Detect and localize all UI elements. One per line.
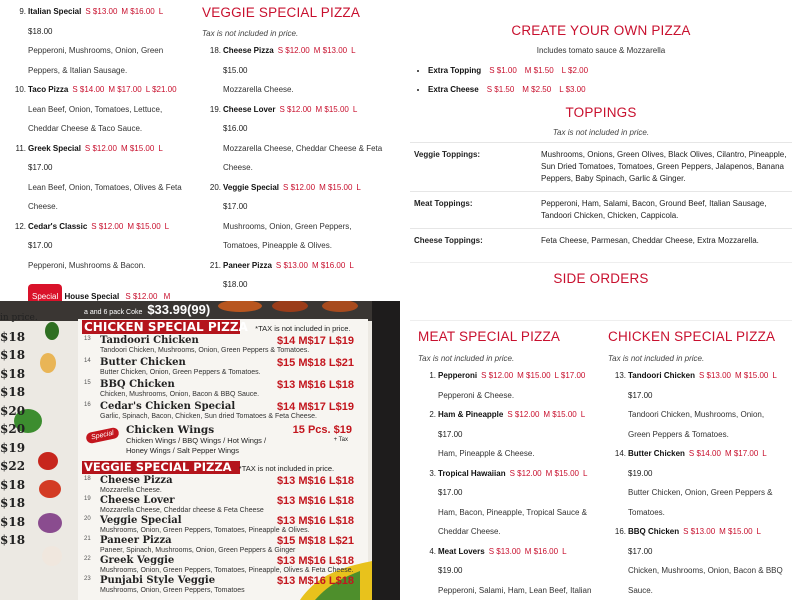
meat-pizza-list bbox=[418, 366, 608, 600]
price-large: L bbox=[164, 221, 170, 231]
board-chicken-rows bbox=[84, 335, 372, 423]
board-row-number: 23 bbox=[84, 576, 91, 582]
item-name: House Special bbox=[64, 292, 120, 301]
board-row-number: 22 bbox=[84, 556, 91, 562]
menu-column-left bbox=[0, 0, 200, 301]
menu-item[interactable] bbox=[0, 80, 200, 139]
item-number: 18. bbox=[209, 46, 221, 55]
item-description-cont: Cheddar Cheese & Taco Sauce. bbox=[28, 124, 143, 133]
price-large: L bbox=[351, 46, 356, 55]
item-number: 3. bbox=[429, 468, 436, 478]
board-edge-price: $20 bbox=[0, 403, 26, 418]
tax-note: Tax is not included in price. bbox=[202, 29, 299, 38]
price-small: S $13.00 bbox=[683, 527, 716, 536]
price-large-value: $17.00 bbox=[223, 202, 248, 211]
item-header bbox=[628, 522, 798, 542]
item-number: 12. bbox=[14, 221, 26, 231]
item-description-cont: Sauce. bbox=[628, 585, 653, 595]
board-row-desc: Mushrooms, Onion, Green Peppers, Tomatoes, Pineapple, Olives & Feta Cheese. bbox=[100, 567, 354, 574]
price-large: L bbox=[158, 7, 164, 16]
toppings-table bbox=[410, 142, 792, 253]
board-row-desc: Garlic, Spinach, Bacon, Chicken, Sun dried Tomatoes & Feta Cheese. bbox=[100, 413, 317, 420]
side-orders-section bbox=[410, 262, 792, 322]
price-medium: M $15.00 bbox=[127, 221, 161, 231]
board-row-price: $14 M$17 L$19 bbox=[276, 401, 354, 413]
menu-item[interactable] bbox=[200, 256, 400, 295]
topping-values: Pepperoni, Ham, Salami, Bacon, Ground Beef, Italian Sausage, Tandoori Chicken, Chicken, Cappicola. bbox=[537, 192, 792, 229]
item-number: 11. bbox=[15, 143, 26, 153]
item-description: Mozzarella Cheese. bbox=[223, 85, 294, 94]
board-wings-desc1: Chicken Wings / BBQ Wings / Hot Wings / bbox=[126, 436, 267, 445]
board-wings-desc2: Honey Wings / Salt Pepper Wings bbox=[126, 446, 239, 455]
board-row-price: $13 M$16 L$18 bbox=[276, 379, 354, 391]
board-tax-note: *TAX is not included in price. bbox=[238, 464, 335, 473]
menu-item[interactable] bbox=[0, 217, 200, 276]
item-description: Pepperoni, Salami, Ham, Lean Beef, Italian bbox=[438, 585, 592, 595]
price-small: S $14.00 bbox=[72, 85, 105, 94]
board-row-price: $13 M$16 L$18 bbox=[276, 555, 354, 567]
item-description: Chicken, Mushrooms, Onion, Bacon & BBQ bbox=[628, 566, 783, 575]
board-row-name: Cedar's Chicken Special bbox=[100, 401, 236, 412]
extra-name: Extra Cheese bbox=[428, 85, 479, 94]
board-row-name: Cheese Lover bbox=[100, 495, 175, 506]
menu-item[interactable] bbox=[200, 100, 400, 178]
price-large: L bbox=[158, 143, 163, 153]
price-small: S $13.00 bbox=[488, 546, 521, 556]
price-large: L $21.00 bbox=[145, 85, 177, 94]
item-description-cont: Tomatoes. bbox=[628, 507, 665, 517]
item-number: 1. bbox=[429, 371, 436, 380]
create-your-own-section bbox=[410, 10, 792, 260]
price-small: S $12.00 bbox=[277, 46, 310, 55]
item-number: 14. bbox=[614, 449, 626, 458]
board-header-title: CHICKEN SPECIAL PIZZA bbox=[84, 320, 248, 334]
price-small: S $12.00 bbox=[507, 410, 540, 419]
board-row-name: Paneer Pizza bbox=[100, 535, 172, 546]
price-small: S $1.00 bbox=[489, 66, 517, 75]
board-wings-name: Chicken Wings bbox=[126, 424, 215, 436]
price-large-value: $18.00 bbox=[28, 26, 53, 36]
board-wings-price: 15 Pcs. $19 bbox=[292, 424, 352, 436]
item-header bbox=[223, 178, 400, 198]
price-small: S $1.50 bbox=[486, 85, 515, 94]
board-row-desc: Mushrooms, Onion, Green Peppers, Tomatoes, Pineapple & Olives. bbox=[100, 527, 310, 534]
board-wings bbox=[84, 424, 372, 456]
menu-item[interactable] bbox=[608, 366, 798, 444]
price-large: L bbox=[762, 449, 767, 458]
board-chicken-header bbox=[84, 320, 372, 336]
board-wings-tax: + Tax bbox=[333, 437, 348, 443]
veggie-pizza-list bbox=[200, 41, 400, 295]
board-row bbox=[84, 401, 372, 423]
board-row bbox=[84, 535, 372, 555]
item-description-cont: Peppers, & Italian Sausage. bbox=[28, 65, 128, 75]
price-large: L $3.00 bbox=[559, 85, 586, 94]
price-large-value: $15.00 bbox=[223, 65, 248, 75]
section-title: MEAT SPECIAL PIZZA bbox=[418, 329, 561, 344]
price-small: S $13.00 bbox=[698, 371, 731, 380]
menu-item[interactable] bbox=[0, 2, 200, 80]
item-name: Butter Chicken bbox=[628, 449, 685, 458]
board-edge-price: $18 bbox=[0, 348, 26, 362]
item-header bbox=[223, 256, 400, 276]
item-name: Cedar's Classic bbox=[28, 221, 88, 231]
board-row-price: $15 M$18 L$21 bbox=[276, 357, 354, 369]
tax-note: Tax is not included in price. bbox=[608, 354, 705, 363]
item-number: 2. bbox=[429, 410, 436, 419]
extra-option[interactable] bbox=[428, 61, 792, 80]
topping-row bbox=[410, 229, 792, 254]
item-number: 10. bbox=[14, 85, 26, 94]
board-row-desc: Butter Chicken, Onion, Green Peppers & Tomatoes. bbox=[100, 369, 261, 376]
price-large: L $17.00 bbox=[554, 371, 586, 380]
item-description-cont: Cheese. bbox=[28, 202, 58, 211]
side-orders-divider bbox=[410, 320, 792, 321]
item-header bbox=[28, 80, 200, 100]
price-small: S $12.00 bbox=[125, 292, 158, 301]
topping-category: Meat Toppings: bbox=[410, 192, 537, 229]
board-row-desc: Mozzarella Cheese. bbox=[100, 487, 162, 494]
price-small: S $12.00 bbox=[283, 182, 316, 192]
tax-note: Tax is not included in price. bbox=[418, 354, 515, 363]
board-tax-note: *TAX is not included in price. bbox=[255, 324, 351, 333]
board-row bbox=[84, 495, 372, 515]
section-title: SIDE ORDERS bbox=[553, 271, 649, 286]
item-number: 19. bbox=[209, 104, 221, 114]
item-header bbox=[223, 100, 400, 120]
pizza-list-left bbox=[0, 0, 200, 275]
item-header bbox=[438, 366, 608, 386]
board-row-desc: Paneer, Spinach, Mushrooms, Onion, Green Peppers & Ginger bbox=[100, 547, 296, 554]
house-special-row[interactable] bbox=[28, 284, 170, 301]
board-row bbox=[84, 575, 372, 595]
item-description: Tandoori Chicken, Mushrooms, Onion, bbox=[628, 410, 765, 419]
board-row-name: Butter Chicken bbox=[100, 357, 186, 368]
price-small: S $12.00 bbox=[279, 104, 312, 114]
topping-values: Feta Cheese, Parmesan, Cheddar Cheese, Extra Mozzarella. bbox=[537, 229, 792, 254]
board-row-number: 14 bbox=[84, 358, 91, 364]
price-medium: M $16.00 bbox=[311, 260, 346, 270]
menu-board-photo bbox=[0, 301, 400, 600]
item-name: Tandoori Chicken bbox=[628, 371, 695, 380]
board-row-price: $13 M$16 L$18 bbox=[276, 495, 354, 507]
item-description-cont: Tomatoes, Pineapple & Olives. bbox=[223, 241, 332, 250]
item-number: 4. bbox=[429, 546, 436, 556]
board-row-price: $13 M$16 L$18 bbox=[276, 515, 354, 527]
item-header bbox=[438, 542, 608, 562]
price-small: S $13.00 bbox=[275, 260, 308, 270]
board-veggie-rows bbox=[84, 475, 372, 595]
item-description: Lean Beef, Onion, Tomatoes, Olives & Feta bbox=[28, 182, 182, 192]
price-medium: M $15.00 bbox=[120, 143, 155, 153]
extra-name: Extra Topping bbox=[428, 66, 482, 75]
item-description: Ham, Bacon, Pineapple, Tropical Sauce & bbox=[438, 507, 587, 517]
item-name: BBQ Chicken bbox=[628, 527, 680, 536]
board-row-price: $13 M$16 L$18 bbox=[276, 475, 354, 487]
price-small: S $12.00 bbox=[481, 371, 514, 380]
board-combo-text: a and 6 pack Coke bbox=[84, 309, 143, 316]
item-description-cont: Cheddar Cheese. bbox=[438, 527, 501, 536]
topping-row bbox=[410, 143, 792, 192]
board-edge-price: $18 bbox=[0, 533, 26, 547]
price-medium: M $15.00 bbox=[315, 104, 349, 114]
price-large: L $2.00 bbox=[561, 66, 589, 75]
item-number: 20. bbox=[209, 182, 221, 192]
board-row-name: Cheese Pizza bbox=[100, 475, 173, 486]
item-description: Mushrooms, Onion, Green Peppers, bbox=[223, 221, 352, 231]
board-edge-price: $19 bbox=[0, 440, 26, 455]
board-row-name: Punjabi Style Veggie bbox=[100, 575, 216, 586]
price-medium: M $17.00 bbox=[108, 85, 142, 94]
menu-item[interactable] bbox=[608, 444, 798, 522]
veggie-special-section bbox=[200, 0, 400, 301]
menu-item[interactable] bbox=[418, 405, 608, 464]
price-medium: M $15.00 bbox=[545, 468, 579, 478]
item-name: Greek Special bbox=[28, 143, 81, 153]
item-number: 13. bbox=[614, 371, 626, 380]
board-row-number: 13 bbox=[84, 336, 91, 342]
board-edge-price: $18 bbox=[0, 329, 26, 344]
price-medium: M bbox=[163, 292, 171, 301]
price-large: L bbox=[562, 546, 567, 556]
board-row bbox=[84, 357, 372, 379]
meat-special-section bbox=[418, 325, 608, 600]
board-row-number: 18 bbox=[84, 476, 91, 482]
item-name: Taco Pizza bbox=[28, 85, 69, 94]
board-edge-price: $22 bbox=[0, 459, 26, 473]
board-edge-price: $18 bbox=[0, 514, 26, 529]
item-name: Cheese Lover bbox=[223, 104, 276, 114]
price-large-value: $17.00 bbox=[28, 241, 53, 250]
item-name: Cheese Pizza bbox=[223, 46, 274, 55]
price-medium: M $15.00 bbox=[319, 182, 353, 192]
item-description-cont: Green Peppers & Tomatoes. bbox=[628, 429, 729, 439]
price-large: L bbox=[756, 527, 761, 536]
board-row-number: 16 bbox=[84, 402, 91, 408]
price-medium: M $17.00 bbox=[724, 449, 759, 458]
board-row-desc: Mozzarella Cheese, Cheddar cheese & Feta Cheese bbox=[100, 507, 264, 514]
chicken-special-section bbox=[608, 325, 798, 600]
board-row-number: 19 bbox=[84, 496, 91, 502]
item-number: 21. bbox=[209, 260, 221, 270]
board-row bbox=[84, 475, 372, 495]
board-row-price: $13 M$16 L$18 bbox=[276, 575, 354, 587]
board-row-desc: Chicken, Mushrooms, Onion, Bacon & BBQ Sauce. bbox=[100, 391, 260, 398]
price-large-value: $16.00 bbox=[223, 124, 248, 133]
menu-item[interactable] bbox=[418, 366, 608, 405]
board-row-number: 15 bbox=[84, 380, 91, 386]
board-row-name: Tandoori Chicken bbox=[100, 335, 199, 346]
price-medium: M $1.50 bbox=[524, 66, 554, 75]
price-large-value: $18.00 bbox=[223, 280, 248, 289]
price-large-value: $17.00 bbox=[628, 390, 653, 400]
board-row bbox=[84, 515, 372, 535]
board-row bbox=[84, 555, 372, 575]
item-name: Italian Special bbox=[28, 7, 82, 16]
price-large-value: $17.00 bbox=[438, 488, 463, 497]
item-header bbox=[28, 2, 200, 22]
topping-row bbox=[410, 192, 792, 229]
menu-item[interactable] bbox=[200, 178, 400, 256]
create-subtitle: Includes tomato sauce & Mozzarella bbox=[536, 46, 666, 55]
board-combo-price: $33.99(99) bbox=[147, 302, 211, 317]
price-large-value: $19.00 bbox=[628, 468, 653, 478]
board-top-text bbox=[84, 302, 210, 317]
board-edge-price: $18 bbox=[0, 385, 26, 399]
price-medium: M $15.00 bbox=[543, 410, 577, 419]
item-header bbox=[28, 139, 200, 159]
item-description: Pepperoni & Cheese. bbox=[438, 390, 515, 400]
board-left-prices bbox=[0, 309, 40, 550]
board-row-name: Greek Veggie bbox=[100, 555, 175, 566]
section-title: CREATE YOUR OWN PIZZA bbox=[511, 23, 691, 38]
price-large-value: $17.00 bbox=[28, 163, 53, 172]
price-medium: M $2.50 bbox=[522, 85, 552, 94]
section-title: CHICKEN SPECIAL PIZZA bbox=[608, 329, 776, 344]
board-row-desc: Mushrooms, Onion, Green Peppers, Tomatoes bbox=[100, 587, 245, 594]
item-header bbox=[438, 464, 608, 484]
item-description-cont: Cheese. bbox=[223, 163, 253, 172]
item-description: Mozzarella Cheese, Cheddar Cheese & Feta bbox=[223, 143, 383, 153]
price-medium: M $16.00 bbox=[121, 7, 155, 16]
price-medium: M $13.00 bbox=[313, 46, 348, 55]
board-row-desc: Tandoori Chicken, Mushrooms, Onion, Green Peppers & Tomatoes. bbox=[100, 347, 310, 354]
price-large-value: $19.00 bbox=[438, 566, 463, 575]
item-header bbox=[438, 405, 608, 425]
menu-item[interactable] bbox=[608, 522, 798, 600]
price-large: L bbox=[582, 468, 588, 478]
chicken-pizza-list bbox=[608, 366, 798, 600]
item-description: Butter Chicken, Onion, Green Peppers & bbox=[628, 488, 773, 497]
board-veggie-header bbox=[84, 461, 372, 475]
price-small: S $14.00 bbox=[688, 449, 721, 458]
price-large: L bbox=[356, 182, 361, 192]
price-small: S $12.00 bbox=[91, 221, 124, 231]
item-description: Pepperoni, Mushrooms, Onion, Green bbox=[28, 46, 164, 55]
item-name: Paneer Pizza bbox=[223, 260, 272, 270]
price-large-value: $17.00 bbox=[438, 429, 463, 439]
item-header bbox=[28, 217, 200, 237]
special-badge: Special bbox=[28, 284, 62, 301]
section-title: VEGGIE SPECIAL PIZZA bbox=[202, 5, 361, 20]
item-number: 9. bbox=[19, 7, 26, 16]
item-header bbox=[628, 444, 798, 464]
item-header bbox=[223, 41, 400, 61]
item-description: Pepperoni, Mushrooms & Bacon. bbox=[28, 260, 146, 270]
price-large-value: $17.00 bbox=[628, 546, 653, 556]
board-row-number: 21 bbox=[84, 536, 91, 542]
price-small: S $12.00 bbox=[84, 143, 117, 153]
price-medium: M $15.00 bbox=[719, 527, 753, 536]
menu-item[interactable] bbox=[200, 41, 400, 100]
board-edge-price: $20 bbox=[0, 422, 26, 436]
price-large: L bbox=[580, 410, 586, 419]
board-row bbox=[84, 335, 372, 357]
item-name: Tropical Hawaiian bbox=[438, 468, 506, 478]
board-row bbox=[84, 379, 372, 401]
price-large: L bbox=[349, 260, 354, 270]
board-edge-price: $18 bbox=[0, 496, 26, 510]
item-header bbox=[628, 366, 798, 386]
board-edge-price: in price. bbox=[0, 313, 38, 323]
board-row-name: BBQ Chicken bbox=[100, 379, 175, 390]
price-medium: M $15.00 bbox=[517, 371, 551, 380]
item-description: Ham, Pineapple & Cheese. bbox=[438, 449, 535, 458]
price-large: L bbox=[772, 371, 777, 380]
board-row-number: 20 bbox=[84, 516, 91, 522]
price-medium: M $16.00 bbox=[524, 546, 559, 556]
price-small: S $13.00 bbox=[85, 7, 118, 16]
menu-item[interactable] bbox=[0, 139, 200, 217]
extras-list bbox=[410, 61, 792, 99]
price-large: L bbox=[352, 104, 358, 114]
menu-item[interactable] bbox=[418, 542, 608, 600]
item-name: Meat Lovers bbox=[438, 546, 485, 556]
price-small: S $12.00 bbox=[509, 468, 542, 478]
board-row-name: Veggie Special bbox=[100, 515, 182, 526]
section-title: TOPPINGS bbox=[565, 105, 637, 120]
price-medium: M $15.00 bbox=[735, 371, 769, 380]
topping-category: Veggie Toppings: bbox=[410, 143, 537, 192]
board-edge-price: $18 bbox=[0, 477, 26, 492]
tax-note: Tax is not included in price. bbox=[552, 128, 650, 137]
topping-values: Mushrooms, Onions, Green Olives, Black Olives, Cilantro, Pineapple, Sun Dried Tomatoes, Tomatoes, Green Peppers, Jalapenos, Banana Peppers, Baby Spinach, Garlic & Ginger. bbox=[537, 143, 792, 192]
board-row-price: $15 M$18 L$21 bbox=[276, 535, 354, 547]
board-row-price: $14 M$17 L$19 bbox=[276, 335, 354, 347]
extra-option[interactable] bbox=[428, 80, 792, 99]
item-name: Pepperoni bbox=[438, 371, 478, 380]
menu-item[interactable] bbox=[418, 464, 608, 542]
board-edge-price: $18 bbox=[0, 366, 26, 381]
item-number: 16. bbox=[614, 527, 626, 536]
topping-category: Cheese Toppings: bbox=[410, 229, 537, 254]
board-wings-badge: Special bbox=[85, 427, 120, 445]
board-header-title: VEGGIE SPECIAL PIZZA bbox=[84, 460, 232, 474]
item-description: Lean Beef, Onion, Tomatoes, Lettuce, bbox=[28, 104, 163, 114]
item-name: Veggie Special bbox=[223, 182, 280, 192]
item-name: Ham & Pineapple bbox=[438, 410, 504, 419]
